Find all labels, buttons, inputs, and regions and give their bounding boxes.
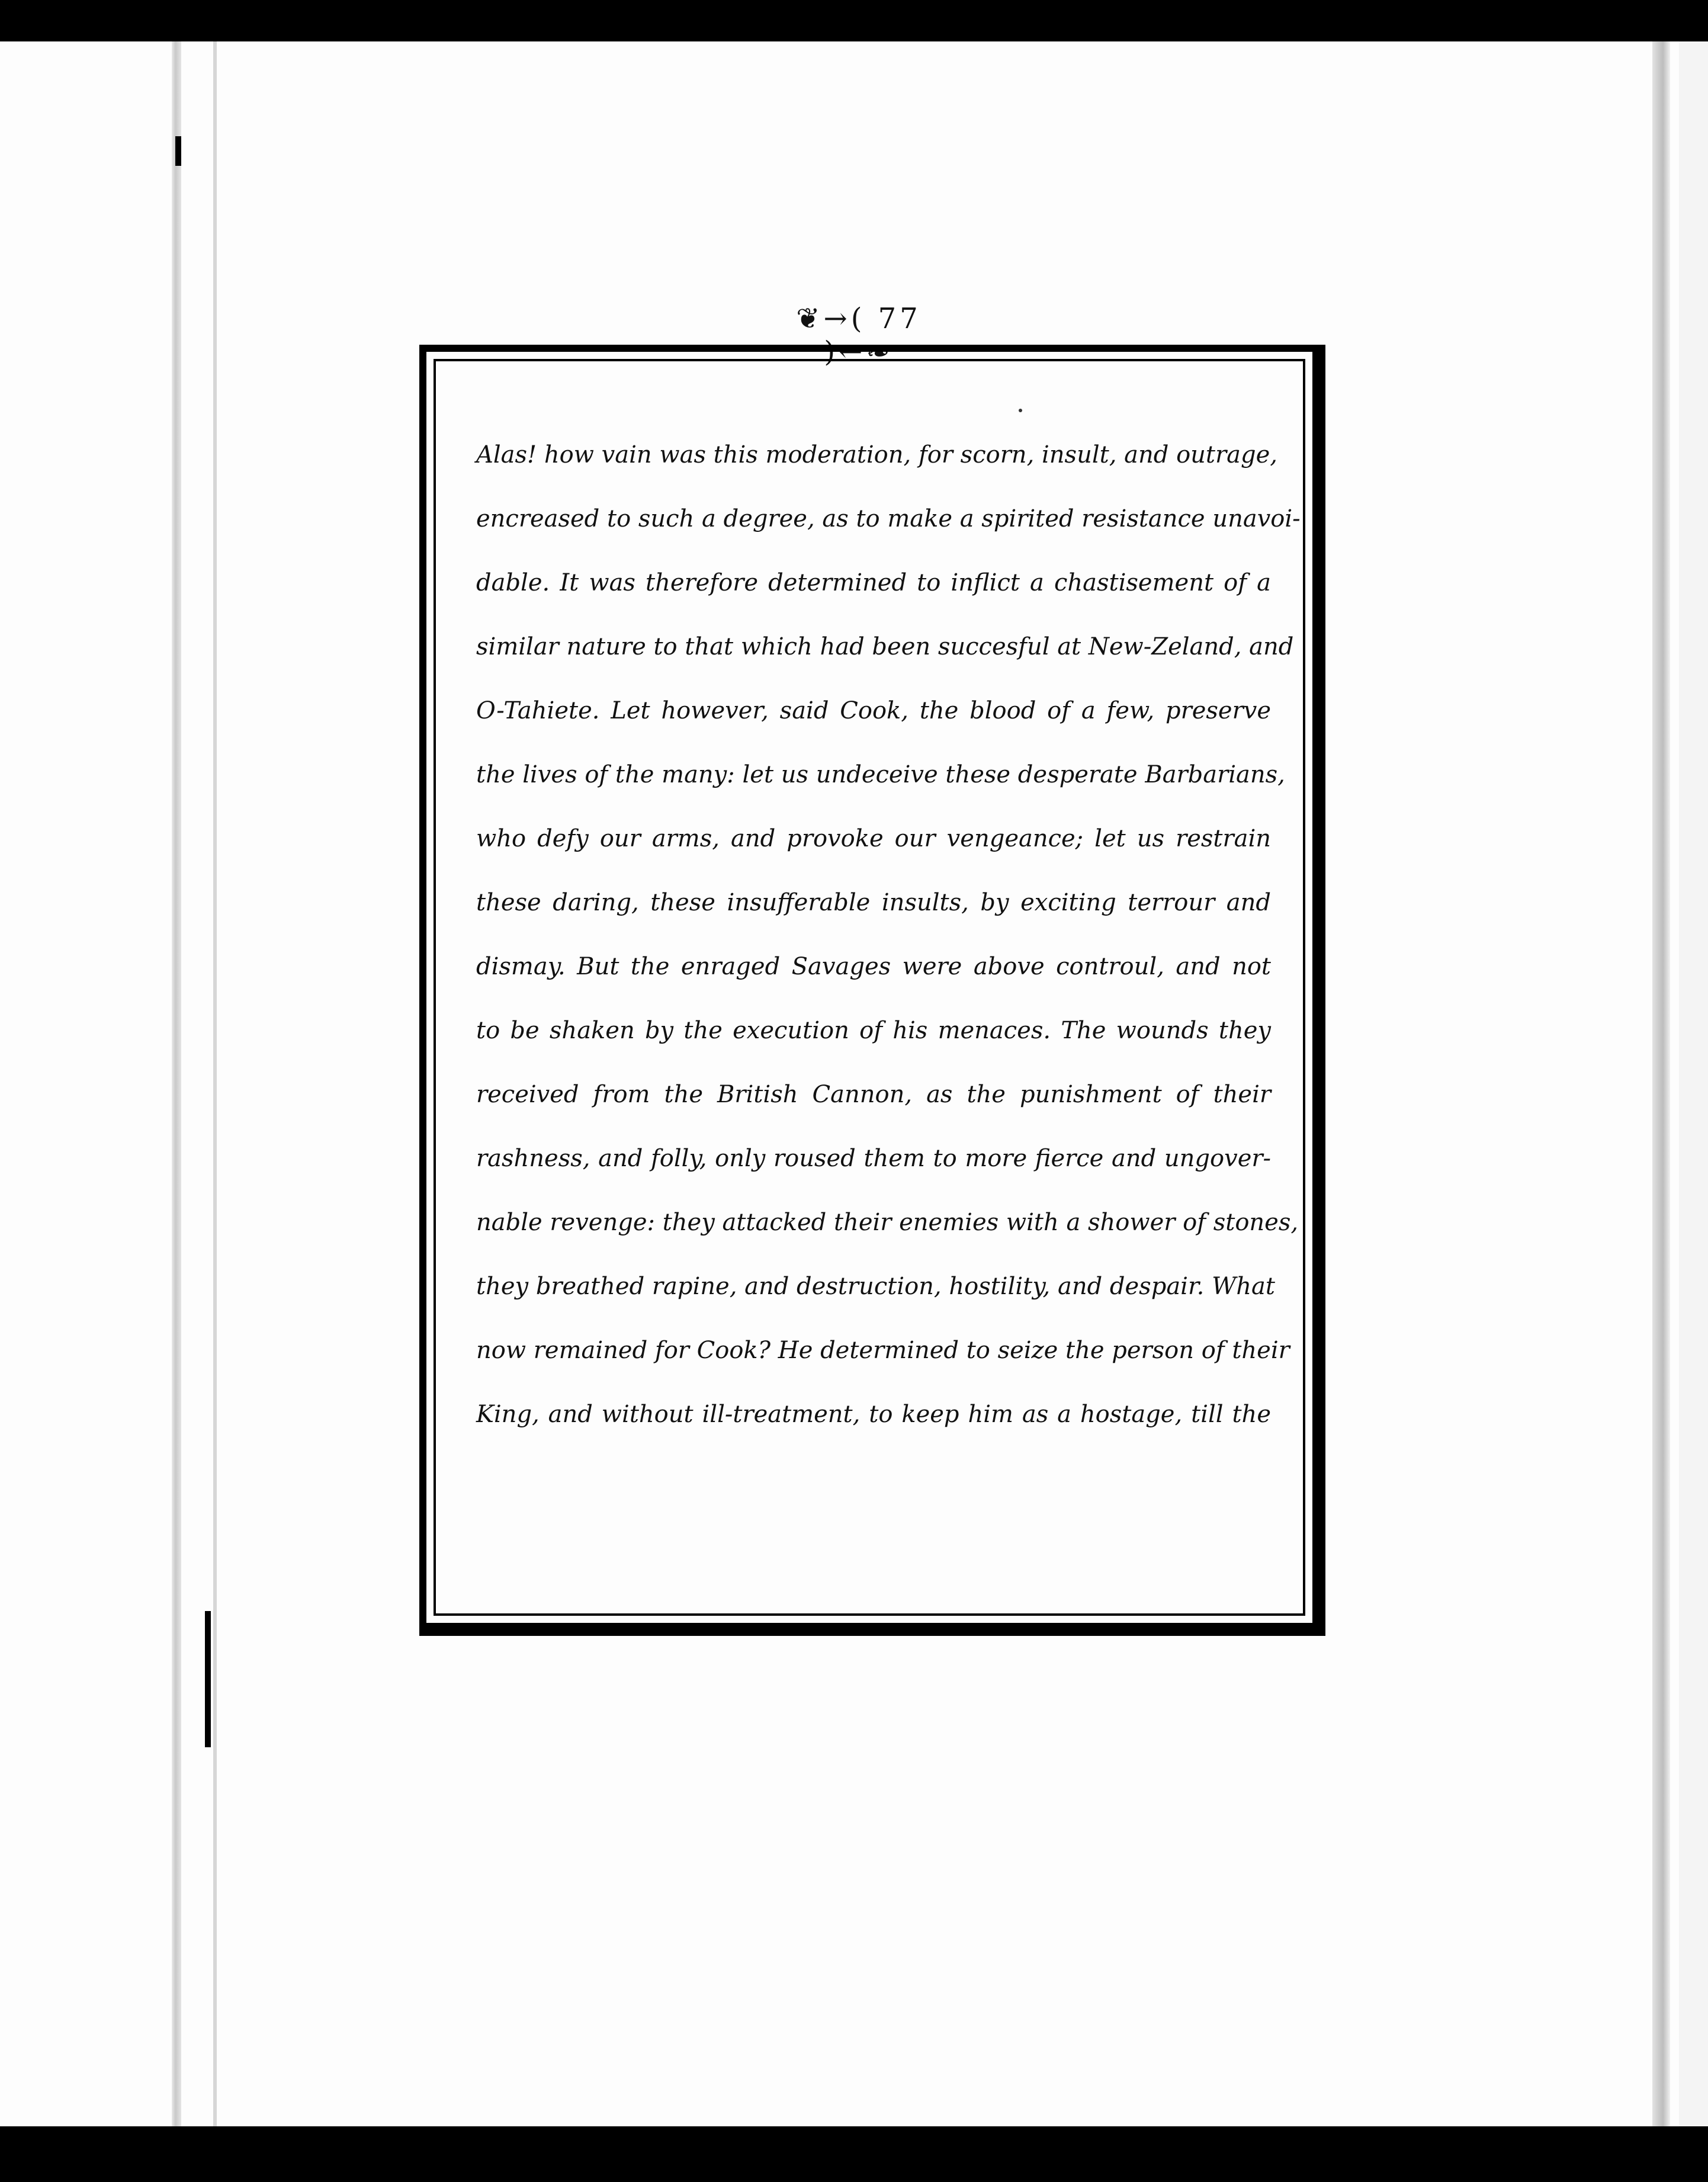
- text-line: these daring, these insufferable insults, by exciting terrour and: [476, 889, 1271, 916]
- text-line: O-Tahiete. Let however, said Cook, the blood of a few, preserve: [476, 697, 1271, 724]
- text-line: rashness, and folly, only roused them to more fierce and ungover-: [476, 1145, 1271, 1172]
- text-line: received from the British Cannon, as the punishment of their: [476, 1081, 1271, 1108]
- text-line: they breathed rapine, and destruction, hostility, and despair. What: [476, 1273, 1275, 1300]
- left-gutter-line: [213, 41, 217, 2126]
- text-line: King, and without ill-treatment, to keep him as a hostage, till the: [476, 1401, 1271, 1428]
- right-page-edge: [1652, 41, 1670, 2126]
- right-page-margin: [1679, 41, 1708, 2126]
- text-line: nable revenge: they attacked their enemies with a shower of stones,: [476, 1209, 1299, 1236]
- page-number: ❦→( 77 )←❧: [796, 302, 922, 368]
- binding-mark-bottom: [205, 1611, 211, 1747]
- text-line: the lives of the many: let us undeceive these desperate Barbarians,: [476, 761, 1285, 788]
- ink-dot: [1019, 409, 1022, 412]
- text-line: now remained for Cook? He determined to seize the person of their: [476, 1337, 1290, 1364]
- book-page: [0, 41, 1708, 2126]
- text-frame: [419, 345, 1325, 1636]
- text-line: to be shaken by the execution of his menaces. The wounds they: [476, 1017, 1271, 1044]
- text-line: encreased to such a degree, as to make a spirited resistance unavoi-: [476, 505, 1301, 532]
- text-line: dismay. But the enraged Savages were above controul, and not: [476, 953, 1271, 980]
- text-line: dable. It was therefore determined to inflict a chastisement of a: [476, 569, 1271, 596]
- text-line: similar nature to that which had been succesful at New-Zeland, and: [476, 633, 1294, 660]
- text-line: Alas! how vain was this moderation, for scorn, insult, and outrage,: [476, 441, 1277, 469]
- body-text: [476, 423, 1301, 1446]
- left-gutter-shadow: [172, 41, 181, 2126]
- text-line: who defy our arms, and provoke our vengeance; let us restrain: [476, 825, 1271, 852]
- binding-mark-top: [175, 136, 181, 166]
